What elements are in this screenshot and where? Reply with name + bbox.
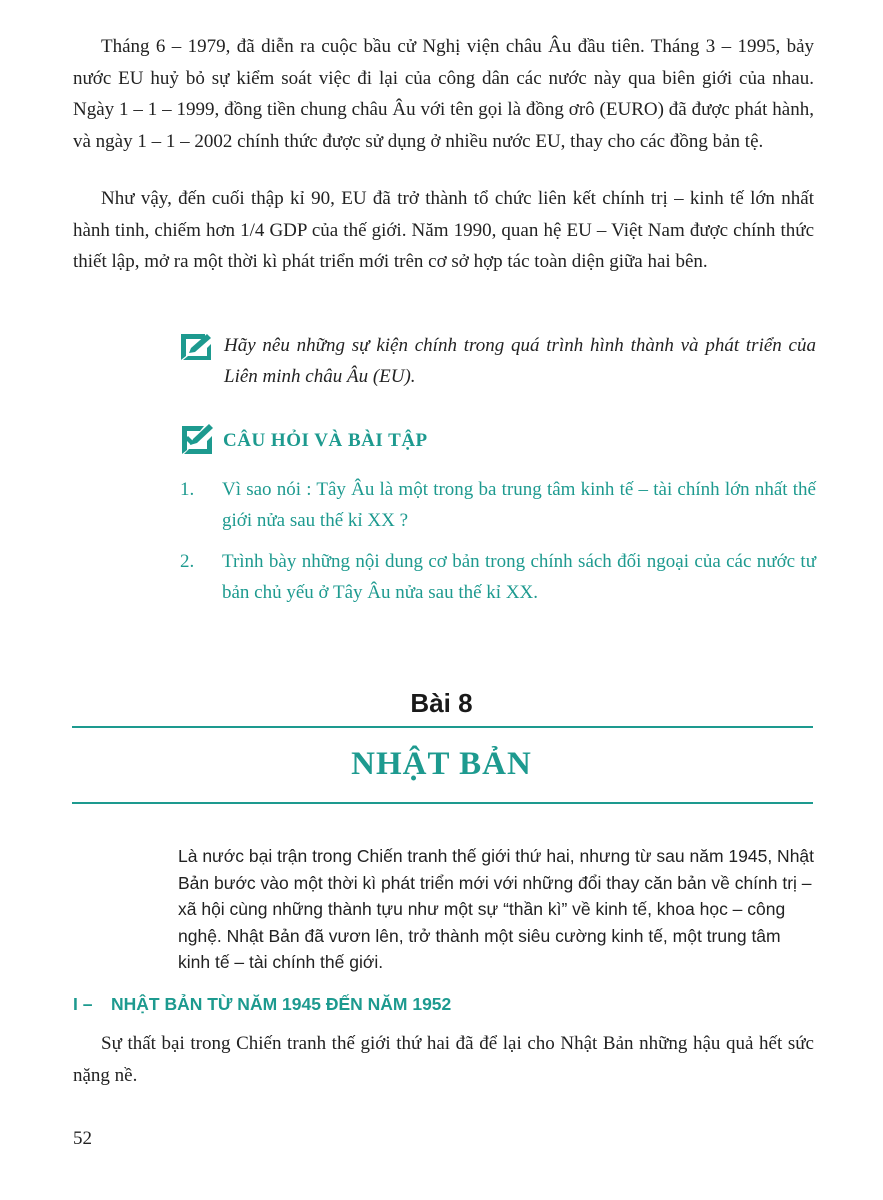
- title-divider-top: [72, 726, 813, 728]
- section-number: I –: [73, 994, 93, 1014]
- lesson-intro: Là nước bại trận trong Chiến tranh thế giới thứ hai, nhưng từ sau năm 1945, Nhật Bản bước vào một thời kì phát triển mới với những đổi thay căn bản về chính trị – xã hội cùng những thành tựu như một sự “thần kì” về kinh tế, khoa học – công nghệ. Nhật Bản đã vươn lên, trở thành một siêu cường kinh tế, một trung tâm kinh tế – tài chính thế giới.: [178, 846, 815, 972]
- question-text: Trình bày những nội dung cơ bản trong chính sách đối ngoại của các nước tư bản chủ yếu ở Tây Âu nửa sau thế kỉ XX.: [222, 551, 816, 603]
- question-text: Vì sao nói : Tây Âu là một trong ba trung tâm kinh tế – tài chính lớn nhất thế giới nửa sau thế kỉ XX ?: [222, 479, 816, 531]
- task-box: [180, 330, 816, 392]
- lesson-title: NHẬT BẢN: [351, 746, 532, 782]
- section-title: NHẬT BẢN TỪ NĂM 1945 ĐẾN NĂM 1952: [111, 994, 452, 1014]
- title-divider-bottom: [72, 802, 813, 804]
- section-heading: [73, 994, 451, 1015]
- question-number: 1.: [180, 479, 195, 500]
- pencil-task-icon: [179, 332, 213, 362]
- body-paragraph-eu-events: Tháng 6 – 1979, đã diễn ra cuộc bầu cử Nghị viện châu Âu đầu tiên. Tháng 3 – 1995, bảy nước EU huỷ bỏ sự kiểm soát việc đi lại của công dân các nước này qua biên giới của nhau. Ngày 1 – 1 – 1999, đồng tiền chung châu Âu với tên gọi là đồng ơrô (EURO) đã được phát hành, và ngày 1 – 1 – 2002 chính thức được sử dụng ở nhiều nước EU, thay cho các đồng bản tệ.: [73, 36, 814, 152]
- lesson-number: Bài 8: [410, 688, 473, 718]
- body-paragraph-eu-summary: Như vậy, đến cuối thập kỉ 90, EU đã trở thành tổ chức liên kết chính trị – kinh tế lớn nhất hành tinh, chiếm hơn 1/4 GDP của thế giới. Năm 1990, quan hệ EU – Việt Nam được chính thức thiết lập, mở ra một thời kì phát triển mới trên cơ sở hợp tác toàn diện giữa hai bên.: [73, 188, 814, 272]
- exercise-title: CÂU HỎI VÀ BÀI TẬP: [223, 430, 428, 451]
- question-list: [180, 474, 816, 618]
- exercise-header: [180, 422, 680, 458]
- question-item: [180, 474, 816, 536]
- pencil-check-icon: [180, 422, 214, 456]
- task-question: Hãy nêu những sự kiện chính trong quá trình hình thành và phát triển của Liên minh châu Âu (EU).: [224, 335, 816, 387]
- page-number: 52: [73, 1128, 92, 1149]
- question-number: 2.: [180, 551, 195, 572]
- question-item: [180, 546, 816, 608]
- body-paragraph-japan: Sự thất bại trong Chiến tranh thế giới thứ hai đã để lại cho Nhật Bản những hậu quả hết sức nặng nề.: [73, 1033, 814, 1086]
